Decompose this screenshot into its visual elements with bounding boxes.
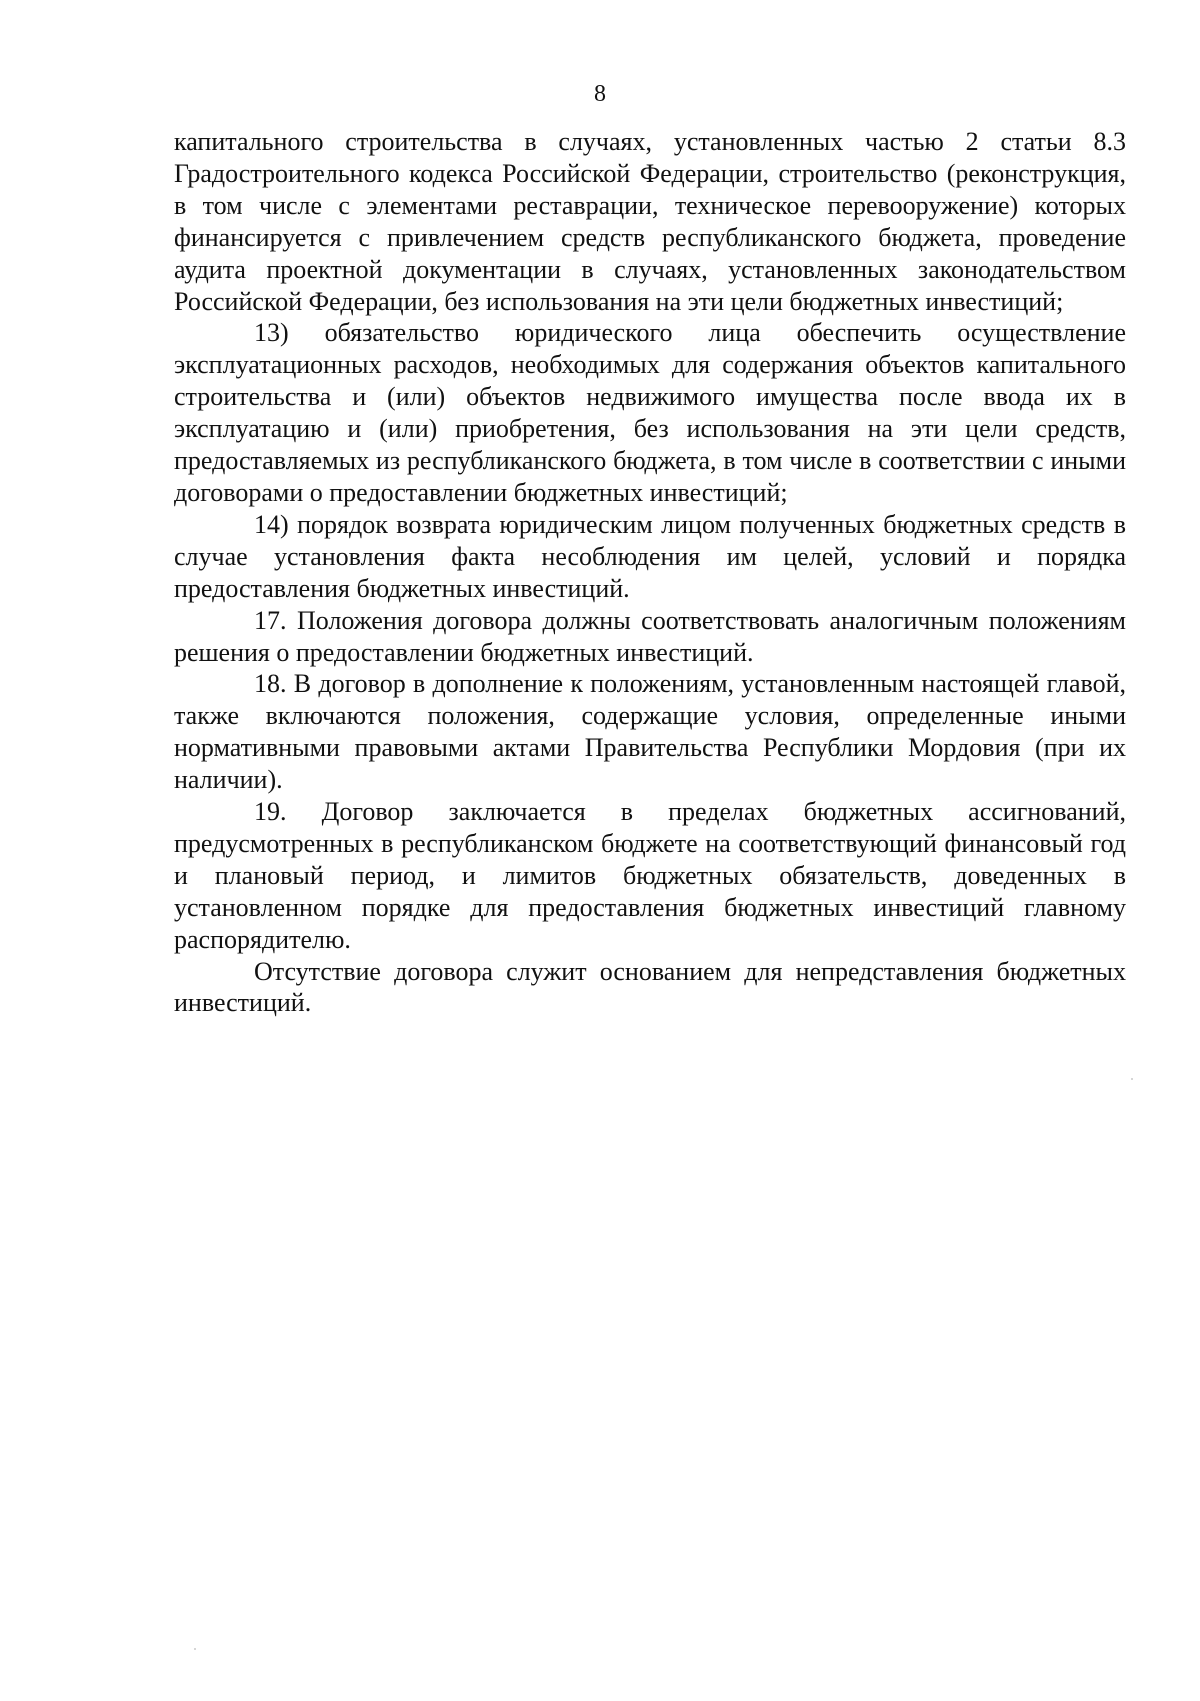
paragraph-continuation: капитального строительства в случаях, установленных частью 2 статьи 8.3 Градостроительного кодекса Российской Федерации, строительство (реконструкция, в том числе с элементами реставрации, техническое перевооружение) которых финансируется с привлечением средств республиканского бюджета, проведение аудита проектной документации в случаях, установленных законодательством Российской Федерации, без использования на эти цели бюджетных инвестиций; <box>174 127 1126 316</box>
paragraph-clause-19-note: Отсутствие договора служит основанием для непредставления бюджетных инвестиций. <box>174 956 1126 1018</box>
document-body <box>174 126 1126 1019</box>
scan-speck <box>1131 1078 1133 1080</box>
page-number: 8 <box>594 81 606 107</box>
paragraph-item-14: 14) порядок возврата юридическим лицом полученных бюджетных средств в случае установления факта несоблюдения им целей, условий и порядка предоставления бюджетных инвестиций. <box>174 509 1126 603</box>
paragraph-clause-19: 19. Договор заключается в пределах бюджетных ассигнований, предусмотренных в республиканском бюджете на соответствующий финансовый год и плановый период, и лимитов бюджетных обязательств, доведенных в установленном порядке для предоставления бюджетных инвестиций главному распорядителю. <box>174 797 1126 954</box>
paragraph-clause-18: 18. В договор в дополнение к положениям, установленным настоящей главой, также включаются положения, содержащие условия, определенные иными нормативными правовыми актами Правительства Республики Мордовия (при их наличии). <box>174 669 1126 795</box>
paragraph-item-13: 13) обязательство юридического лица обеспечить осуществление эксплуатационных расходов, необходимых для содержания объектов капитального строительства и (или) объектов недвижимого имущества после ввода их в эксплуатацию и (или) приобретения, без использования на эти цели средств, предоставляемых из республиканского бюджета, в том числе в соответствии с иными договорами о предоставлении бюджетных инвестиций; <box>174 318 1126 507</box>
scan-speck <box>194 1648 196 1650</box>
paragraph-clause-17: 17. Положения договора должны соответствовать аналогичным положениям решения о предоставлении бюджетных инвестиций. <box>174 605 1126 667</box>
